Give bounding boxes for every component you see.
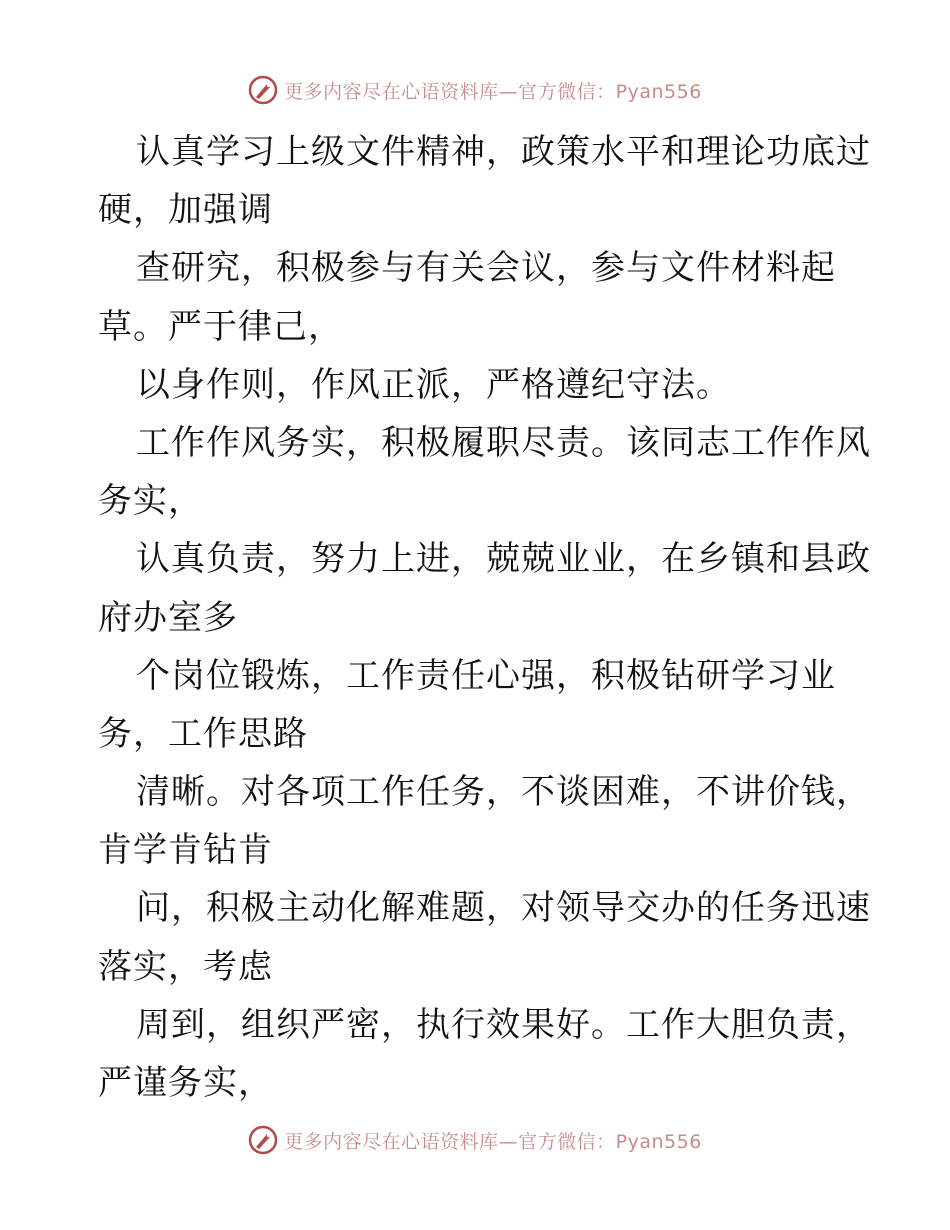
text-line: 认真负责，努力上进，兢兢业业，在乡镇和县政 — [136, 539, 871, 580]
text-line: 务，工作思路 — [98, 713, 308, 754]
text-line: 周到，组织严密，执行效果好。工作大胆负责， — [136, 1004, 871, 1045]
text-line: 严谨务实， — [98, 1063, 273, 1103]
text-line: 务实， — [98, 481, 203, 522]
text-line: 府办室多 — [98, 597, 238, 638]
text-line: 个岗位锻炼，工作责任心强，积极钻研学习业 — [136, 655, 836, 696]
footer-watermark — [0, 1120, 950, 1160]
text-line: 认真学习上级文件精神，政策水平和理论功底过 — [136, 132, 871, 172]
text-line: 硬，加强调 — [98, 190, 273, 231]
text-line: 问，积极主动化解难题，对领导交办的任务迅速 — [136, 888, 871, 929]
text-line: 清晰。对各项工作任务，不谈困难，不讲价钱， — [136, 772, 871, 813]
text-line: 肯学肯钻肯 — [98, 830, 273, 871]
text-line: 以身作则，作风正派，严格遵纪守法。 — [136, 364, 731, 405]
watermark-text: 更多内容尽在心语资料库—官方微信：Pyan556 — [284, 1130, 702, 1153]
header-watermark — [0, 70, 950, 110]
text-line: 工作作风务实，积极履职尽责。该同志工作作风 — [136, 422, 871, 463]
text-line: 查研究，积极参与有关会议，参与文件材料起 — [136, 248, 836, 289]
pen-nib-logo-icon — [248, 1125, 278, 1155]
text-line: 草。严于律己， — [98, 306, 343, 347]
document-body — [98, 123, 871, 1112]
watermark-text: 更多内容尽在心语资料库—官方微信：Pyan556 — [284, 80, 702, 103]
pen-nib-logo-icon — [248, 75, 278, 105]
text-line: 落实，考虑 — [98, 946, 273, 987]
